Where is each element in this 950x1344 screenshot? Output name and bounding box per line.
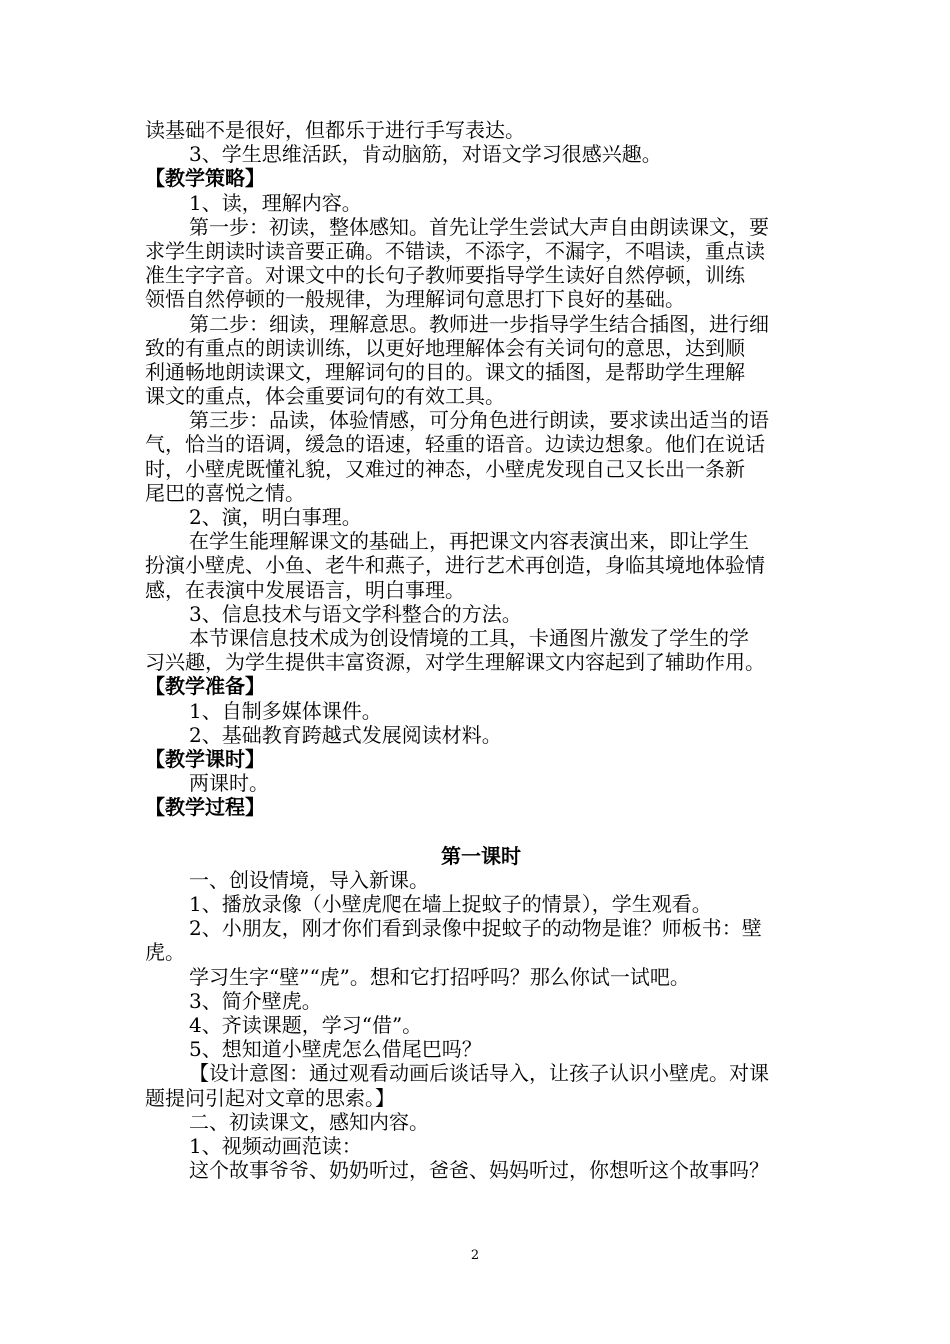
body-line: 这个故事爷爷、奶奶听过，爸爸、妈妈听过，你想听这个故事吗？	[189, 1158, 769, 1183]
body-line: 3、简介壁虎。	[189, 988, 322, 1013]
body-line: 1、播放录像（小壁虎爬在墙上捉蚊子的情景），学生观看。	[189, 892, 712, 916]
body-line: 第一步：初读，整体感知。首先让学生尝试大声自由朗读课文，要	[189, 214, 769, 239]
body-line: 感，在表演中发展语言，明白事理。	[145, 577, 465, 602]
body-line: 3、学生思维活跃，肯动脑筋，对语文学习很感兴趣。	[189, 142, 662, 167]
body-line: 【设计意图：通过观看动画后谈话导入，让孩子认识小壁虎。对课	[189, 1061, 769, 1086]
body-line: 1、视频动画范读：	[189, 1133, 362, 1158]
body-line: 第二步：细读，理解意思。教师进一步指导学生结合插图，进行细	[189, 311, 769, 336]
body-line: 习兴趣，为学生提供丰富资源，对学生理解课文内容起到了辅助作用。	[145, 650, 765, 675]
body-line: 利通畅地朗读课文，理解词句的目的。课文的插图，是帮助学生理解	[145, 359, 745, 384]
body-line: 一、创设情境，导入新课。	[189, 867, 429, 892]
body-line: 学习生字“壁”“虎”。想和它打招呼吗？那么你试一试吧。	[189, 964, 690, 989]
body-line: 1、自制多媒体课件。	[189, 698, 382, 723]
body-line: 二、初读课文，感知内容。	[189, 1109, 429, 1134]
document-body	[145, 118, 817, 1182]
body-line: 5、想知道小壁虎怎么借尾巴吗？	[189, 1037, 482, 1062]
blank-line	[145, 819, 817, 843]
body-line: 两课时。	[189, 771, 269, 796]
body-line: 尾巴的喜悦之情。	[145, 480, 305, 505]
section-heading: 【教学策略】	[145, 166, 265, 191]
body-line: 1、读，理解内容。	[189, 190, 362, 215]
body-line: 3、信息技术与语文学科整合的方法。	[189, 601, 522, 626]
page-number: 2	[470, 1248, 480, 1263]
body-line: 在学生能理解课文的基础上，再把课文内容表演出来，即让学生	[189, 529, 749, 554]
body-line: 本节课信息技术成为创设情境的工具，卡通图片激发了学生的学	[189, 625, 749, 650]
body-line: 课文的重点，体会重要词句的有效工具。	[145, 384, 505, 409]
body-line: 时，小壁虎既懂礼貌，又难过的神态，小壁虎发现自己又长出一条新	[145, 456, 745, 481]
body-line: 准生字字音。对课文中的长句子教师要指导学生读好自然停顿，训练	[145, 263, 745, 288]
body-line: 致的有重点的朗读训练，以更好地理解体会有关词句的意思，达到顺	[145, 335, 745, 360]
section-heading: 【教学准备】	[145, 674, 265, 699]
body-line: 4、齐读课题，学习“借”。	[189, 1012, 423, 1037]
body-line: 求学生朗读时读音要正确。不错读，不添字，不漏字，不唱读，重点读	[145, 238, 765, 263]
body-line: 虎。	[145, 940, 185, 965]
body-line: 2、演，明白事理。	[189, 505, 362, 529]
body-line: 气，恰当的语调，缓急的语速，轻重的语音。边读边想象。他们在说话	[145, 432, 765, 457]
body-line: 2、基础教育跨越式发展阅读材料。	[189, 722, 502, 747]
body-line: 领悟自然停顿的一般规律，为理解词句意思打下良好的基础。	[145, 287, 685, 312]
lesson-title: 第一课时	[441, 843, 521, 868]
body-line: 扮演小壁虎、小鱼、老牛和燕子，进行艺术再创造，身临其境地体验情	[145, 553, 765, 578]
section-heading: 【教学课时】	[145, 746, 265, 771]
body-line: 读基础不是很好，但都乐于进行手写表达。	[145, 118, 525, 142]
body-line: 题提问引起对文章的思索。】	[145, 1085, 395, 1110]
body-line: 2、小朋友，刚才你们看到录像中捉蚊子的动物是谁？师板书：壁	[189, 916, 762, 941]
body-line: 第三步：品读，体验情感，可分角色进行朗读，要求读出适当的语	[189, 408, 769, 433]
section-heading: 【教学过程】	[145, 795, 265, 820]
